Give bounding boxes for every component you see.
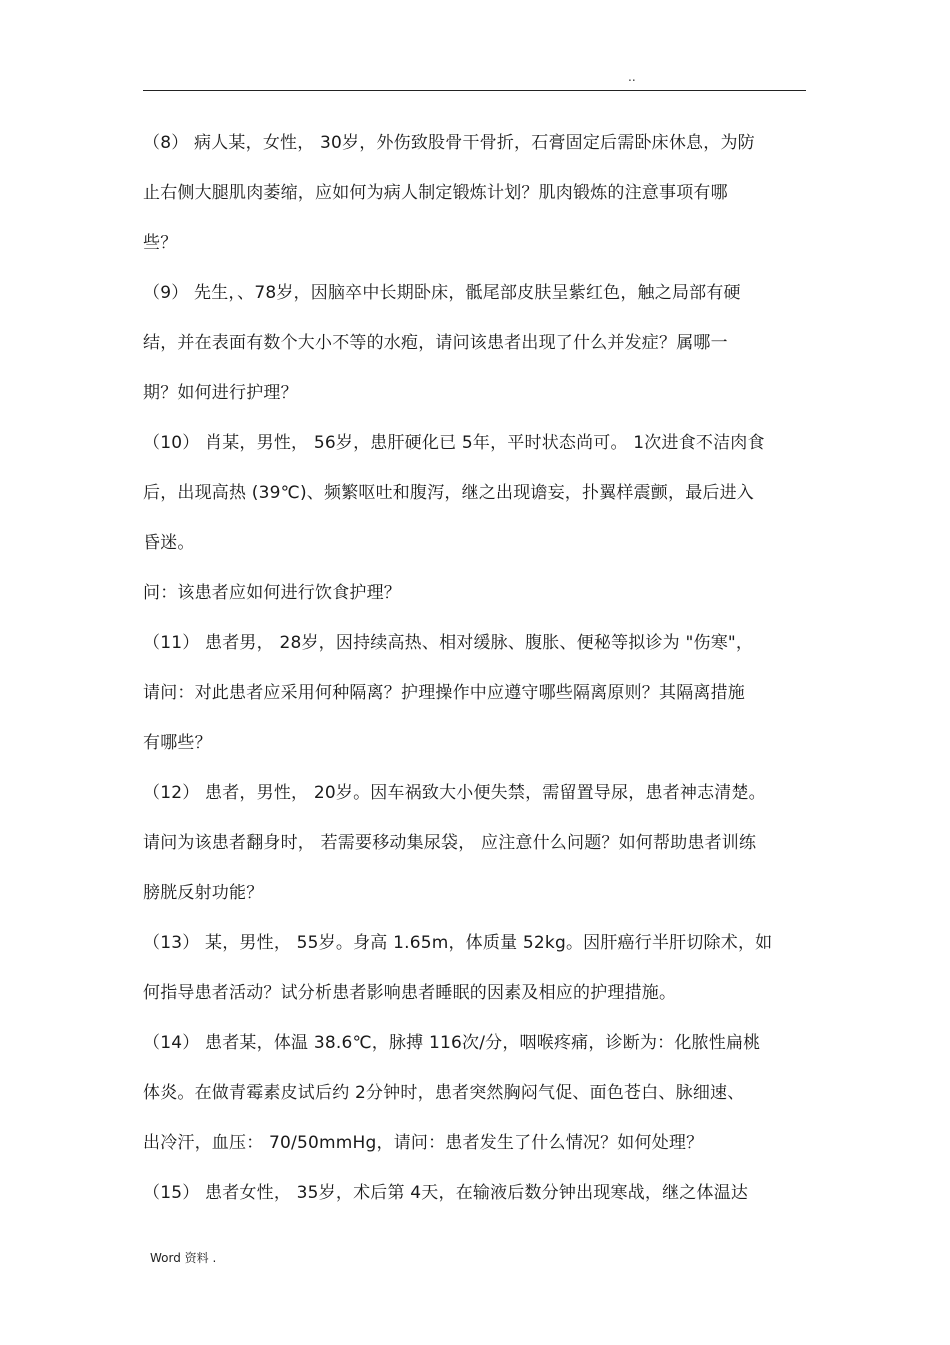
header-rule: [143, 90, 806, 91]
text-line: （15） 患者女性， 35岁，术后第 4天，在输液后数分钟出现寒战，继之体温达: [143, 1183, 749, 1203]
text-line: （9） 先生，、78岁，因脑卒中长期卧床，骶尾部皮肤呈紫红色，触之局部有硬: [143, 283, 741, 303]
text-line: 请问为该患者翻身时， 若需要移动集尿袋， 应注意什么问题？如何帮助患者训练: [143, 833, 757, 853]
text-line: 结，并在表面有数个大小不等的水疱，请问该患者出现了什么并发症？属哪一: [143, 333, 728, 353]
text-line: 何指导患者活动？试分析患者影响患者睡眠的因素及相应的护理措施。: [143, 983, 677, 1003]
text-line: 止右侧大腿肌肉萎缩，应如何为病人制定锻炼计划？肌肉锻炼的注意事项有哪: [143, 183, 728, 203]
text-line: 有哪些？: [143, 733, 212, 753]
text-line: 些？: [143, 233, 178, 253]
text-line: （12） 患者，男性， 20岁。因车祸致大小便失禁，需留置导尿，患者神志清楚。: [143, 783, 766, 803]
document-body: [143, 118, 813, 1218]
text-line: （10） 肖某，男性， 56岁，患肝硬化已 5年，平时状态尚可。 1次进食不洁肉食: [143, 433, 765, 453]
text-line: 体炎。在做青霉素皮试后约 2分钟时，患者突然胸闷气促、面色苍白、脉细速、: [143, 1083, 745, 1103]
text-line: 请问：对此患者应采用何种隔离？护理操作中应遵守哪些隔离原则？其隔离措施: [143, 683, 745, 703]
text-line: 问：该患者应如何进行饮食护理？: [143, 583, 401, 603]
footer-label: Word 资料 .: [150, 1251, 217, 1265]
text-line: 期？如何进行护理？: [143, 383, 298, 403]
header-mark: ..: [628, 70, 636, 84]
text-line: 后，出现高热 (39℃)、频繁呕吐和腹泻，继之出现谵妄，扑翼样震颤，最后进入: [143, 483, 754, 503]
text-line: （13） 某，男性， 55岁。身高 1.65m，体质量 52kg。因肝癌行半肝切除术，如: [143, 933, 773, 953]
text-line: 昏迷。: [143, 533, 195, 553]
text-line: 出冷汗，血压： 70/50mmHg，请问：患者发生了什么情况？如何处理？: [143, 1133, 704, 1153]
text-line: （8） 病人某，女性， 30岁，外伤致股骨干骨折，石膏固定后需卧床休息，为防: [143, 133, 755, 153]
text-line: （11） 患者男， 28岁，因持续高热、相对缓脉、腹胀、便秘等拟诊为 "伤寒"，: [143, 633, 754, 653]
text-line: 膀胱反射功能？: [143, 883, 264, 903]
text-line: （14） 患者某，体温 38.6℃，脉搏 116次/分，咽喉疼痛，诊断为：化脓性扁桃: [143, 1033, 761, 1053]
